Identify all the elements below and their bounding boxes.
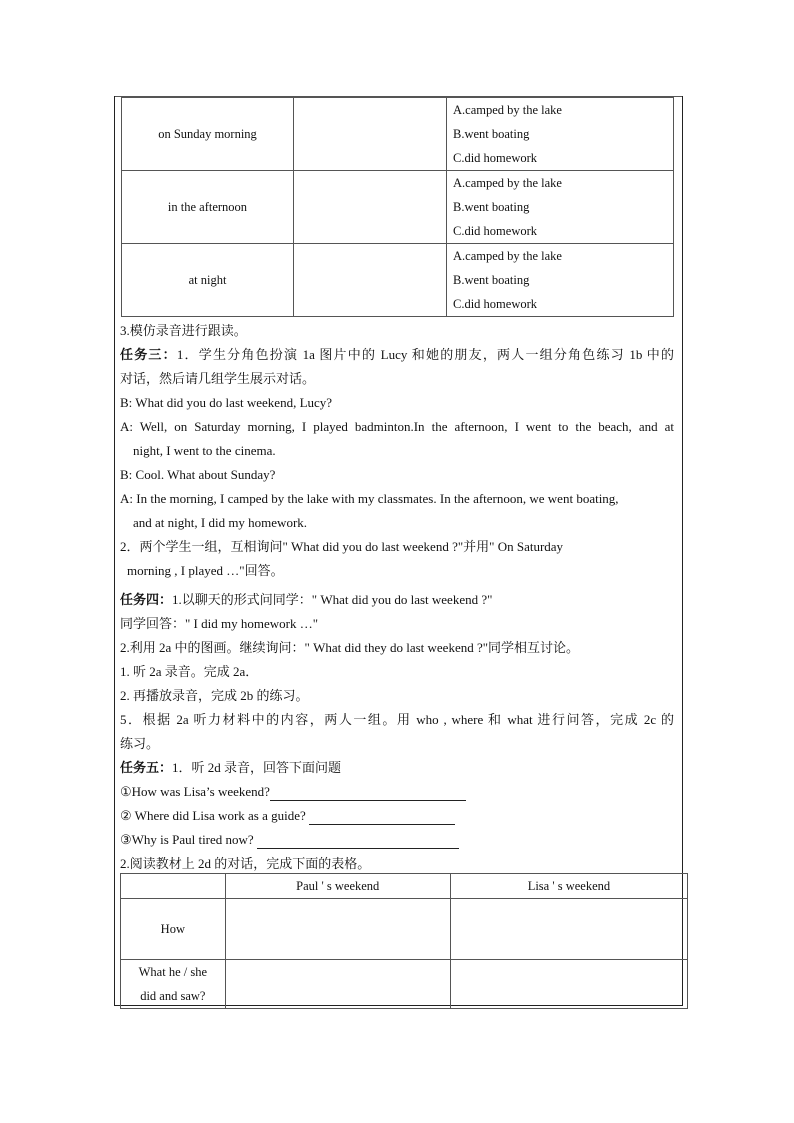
answer-cell[interactable] [294,98,447,171]
table-row [121,899,688,960]
option: A.camped by the lake [453,249,562,263]
task4-line-6: 5．根据 2a 听力材料中的内容，两人一组。用 who , where 和 what 进行问答，完成 2c 的 [120,712,674,727]
header-cell: Lisa ' s weekend [450,874,687,899]
answer-cell[interactable] [450,960,687,1009]
task5-text: 1．听 2d 录音，回答下面问题 [172,760,342,775]
table-row [122,171,674,244]
option: A.camped by the lake [453,176,562,190]
option: C.did homework [453,151,538,165]
task4-line-7: 练习。 [120,736,160,751]
answer-cell[interactable] [294,244,447,317]
option: C.did homework [453,297,538,311]
row-label: How [121,899,226,960]
option: B.went boating [453,127,530,141]
question-1 [120,783,466,801]
option: B.went boating [453,273,530,287]
table-row [122,244,674,317]
answer-cell[interactable] [294,171,447,244]
time-cell: on Sunday morning [122,98,294,171]
dialogue-line: A: Well, on Saturday morning, I played badminton.In the afternoon, I went to the beach, and at [120,419,674,434]
weekend-table [120,873,688,1009]
answer-blank[interactable] [270,786,466,801]
table-row [121,960,688,1009]
task4-line [120,591,492,609]
header-cell [121,874,226,899]
answer-cell[interactable] [450,899,687,960]
task3-text: 1．学生分角色扮演 1a 图片中的 Lucy 和她的朋友，两人一组分角色练习 1b 中的 [176,347,674,362]
option: C.did homework [453,224,538,238]
task4-answer-line: 同学回答：" I did my homework …" [120,616,319,631]
task3-label: 任务三： [120,347,177,362]
row-label-line: did and saw? [140,989,206,1003]
options-cell [447,171,674,244]
time-cell: at night [122,244,294,317]
options-cell [447,98,674,171]
task3-line [120,346,674,364]
task4-line-4: 1. 听 2a 录音。完成 2a． [120,664,259,679]
task5-line [120,759,341,777]
option: B.went boating [453,200,530,214]
question-2-text: ② Where did Lisa work as a guide? [120,808,306,823]
task4-line-5: 2. 再播放录音，完成 2b 的练习。 [120,688,309,703]
task4-line-3: 2.利用 2a 中的图画。继续询问：" What did they do last weekend ?"同学相互讨论。 [120,640,580,655]
pair-question-line: 2．两个学生一组，互相询问" What did you do last weekend ?"并用" On Saturday [120,539,564,554]
pair-question-line-2: morning , I played …"回答。 [127,563,284,578]
dialogue-line: A: In the morning, I camped by the lake with my classmates. In the afternoon, we went boating, [120,491,619,506]
header-cell: Paul ' s weekend [225,874,450,899]
question-1-text: ①How was Lisa’s weekend? [120,784,270,799]
task5-label: 任务五： [120,760,173,775]
time-cell: in the afternoon [122,171,294,244]
task4-label: 任务四： [120,592,173,607]
answer-cell[interactable] [225,899,450,960]
dialogue-line: night, I went to the cinema. [133,443,276,458]
answer-blank[interactable] [309,810,455,825]
question-3-text: ③Why is Paul tired now? [120,832,254,847]
dialogue-line: B: What did you do last weekend, Lucy? [120,395,333,410]
answer-blank[interactable] [257,834,459,849]
question-2 [120,807,455,825]
task5-line-2: 2.阅读教材上 2d 的对话，完成下面的表格。 [120,856,371,871]
dialogue-line: and at night, I did my homework. [133,515,308,530]
dialogue-line: B: Cool. What about Sunday? [120,467,276,482]
table-row [122,98,674,171]
question-3 [120,831,459,849]
option: A.camped by the lake [453,103,562,117]
row-label [121,960,226,1009]
options-cell [447,244,674,317]
table-header-row [121,874,688,899]
row-label-line: What he / she [138,965,208,979]
answer-cell[interactable] [225,960,450,1009]
activity-table [121,97,674,317]
task4-text: 1.以聊天的形式问同学：" What did you do last weekend ?" [172,592,493,607]
instruction-line: 3.模仿录音进行跟读。 [120,323,247,338]
task3-line-2: 对话，然后请几组学生展示对话。 [120,371,316,386]
